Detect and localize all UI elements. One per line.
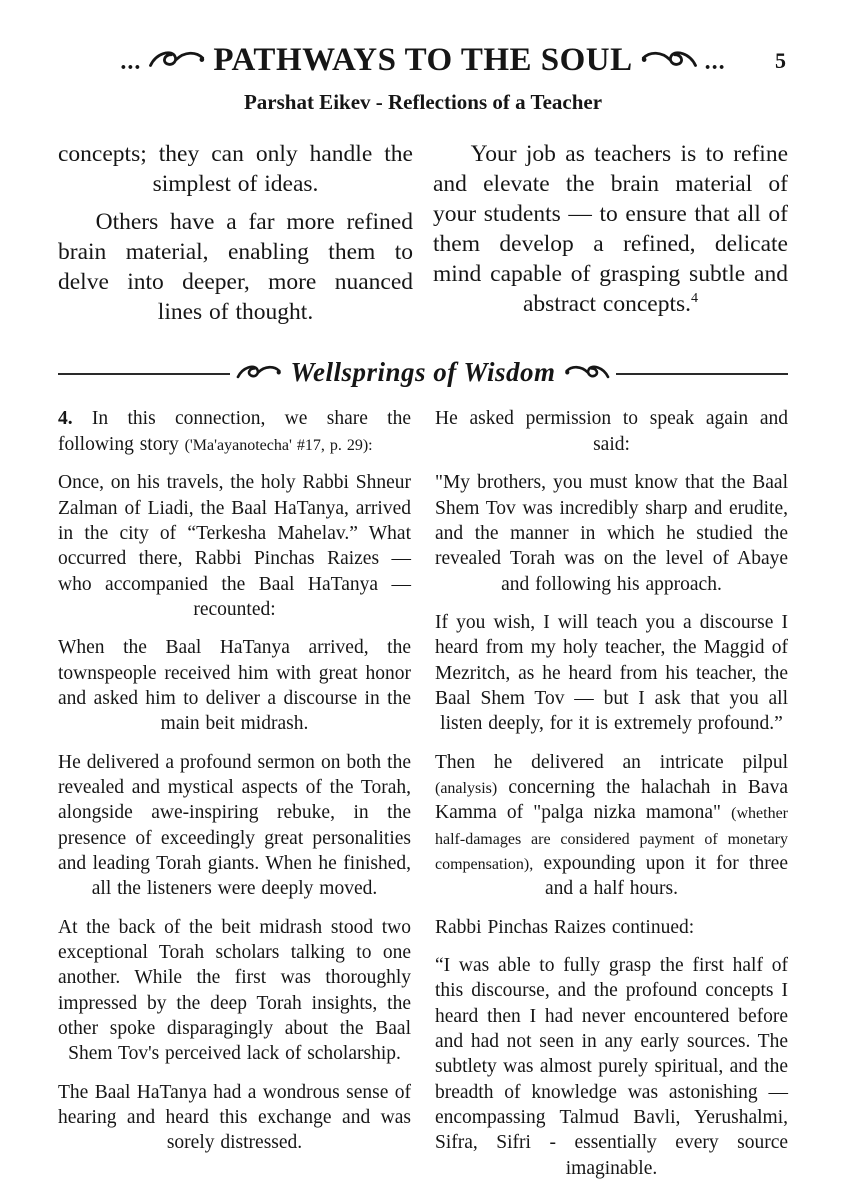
footnote-paragraph xyxy=(58,406,411,457)
intro-paragraph xyxy=(433,139,788,319)
divider-rule-left xyxy=(58,373,230,375)
footnote-ref: 4 xyxy=(691,290,699,307)
story-paragraph: If you wish, I will teach you a discourse I heard from my holy teacher, the Maggid of Mezritch, as he heard from his teacher, the Baal Shem Tov — but I ask that you all listen deeply, for it is extremely profound.” xyxy=(435,611,788,735)
story-text: concerning the halachah in Bava Kamma of "palga nizka mamona" xyxy=(435,776,788,824)
story-paragraph: When the Baal HaTanya arrived, the townspeople received him with great honor and asked him to deliver a discourse in the main beit midrash. xyxy=(58,637,411,735)
footnote-text: In this connection, we share the following story xyxy=(58,408,411,455)
page-subtitle: Parshat Eikev - Reflections of a Teacher xyxy=(243,90,603,114)
story-paragraph: "My brothers, you must know that the Baal Shem Tov was incredibly sharp and erudite, and the manner in which he studied the revealed Torah was on the level of Abaye and following his approach. xyxy=(435,472,788,595)
gloss-text: (analysis) xyxy=(435,779,498,797)
story-paragraph xyxy=(435,750,788,902)
divider-rule-right xyxy=(616,373,788,375)
page-number: 5 xyxy=(775,48,786,73)
gloss-text: (whether half-damages are considered payment of monetary compensation), xyxy=(435,805,788,873)
story-text: Then he delivered an intricate pilpul xyxy=(435,751,788,773)
footnote-section xyxy=(58,406,788,1194)
intro-left-column xyxy=(58,139,413,335)
story-paragraph: He delivered a profound sermon on both the revealed and mystical aspects of the Torah, alongside awe-inspiring rebuke, in the presence of exceedingly great personalities and leading Torah giants. When he finished, all the listeners were deeply moved. xyxy=(58,751,411,900)
intro-paragraph: Others have a far more refined brain material, enabling them to delve into deeper, more nuanced lines of thought. xyxy=(58,209,413,326)
title-dots-left: ... xyxy=(120,49,142,75)
intro-section xyxy=(58,139,788,335)
divider-title: Wellsprings of Wisdom xyxy=(290,357,556,388)
story-paragraph: He asked permission to speak again and said: xyxy=(435,408,788,455)
divider-flourish-right-icon xyxy=(564,363,610,383)
story-paragraph: At the back of the beit midrash stood two exceptional Torah scholars talking to one another. While the first was thoroughly impressed by the deep Torah insights, the other spoke disparagingly about the Baal Shem Tov's perceived lack of scholarship. xyxy=(58,916,411,1065)
story-paragraph: Rabbi Pinchas Raizes continued: xyxy=(435,916,695,938)
notes-right-column xyxy=(435,406,788,1194)
intro-right-column xyxy=(433,139,788,335)
intro-text: Your job as teachers is to refine and elevate the brain material of your students — to ensure that all of them develop a refined, delicate mind capable of grasping subtle and abstract concepts. xyxy=(433,141,788,318)
story-paragraph: Once, on his travels, the holy Rabbi Shneur Zalman of Liadi, the Baal HaTanya, arrived in the city of “Terkesha Mahelav.” What occurred there, Rabbi Pinchas Raizes — who accompanied the Baal HaTanya — recounted: xyxy=(58,472,411,620)
footnote-citation: ('Ma'ayanotecha' #17, p. 29): xyxy=(184,436,373,454)
title-row xyxy=(58,36,788,84)
section-divider xyxy=(58,357,788,388)
scroll-flourish-right-icon xyxy=(640,48,698,73)
footnote-number: 4. xyxy=(58,408,73,430)
intro-paragraph: concepts; they can only handle the simplest of ideas. xyxy=(58,141,413,198)
divider-flourish-left-icon xyxy=(236,363,282,383)
notes-left-column xyxy=(58,406,411,1194)
story-text: expounding upon it for three and a half hours. xyxy=(533,852,788,900)
title-dots-right: ... xyxy=(704,49,726,75)
story-paragraph: The Baal HaTanya had a wondrous sense of hearing and heard this exchange and was sorely distressed. xyxy=(58,1081,411,1154)
page-header xyxy=(58,36,788,115)
page-title: PATHWAYS TO THE SOUL xyxy=(213,41,633,78)
story-paragraph: “I was able to fully grasp the first half of this discourse, and the profound concepts I heard then I had never encountered before and had not seen in any early sources. The subtlety was almost purely spiritual, and the breadth of knowledge was astonishing — encompassing Talmud Bavli, Yerushalmi, Sifra, Sifri - essentially every source imaginable. xyxy=(435,955,788,1179)
scroll-flourish-left-icon xyxy=(148,48,206,73)
